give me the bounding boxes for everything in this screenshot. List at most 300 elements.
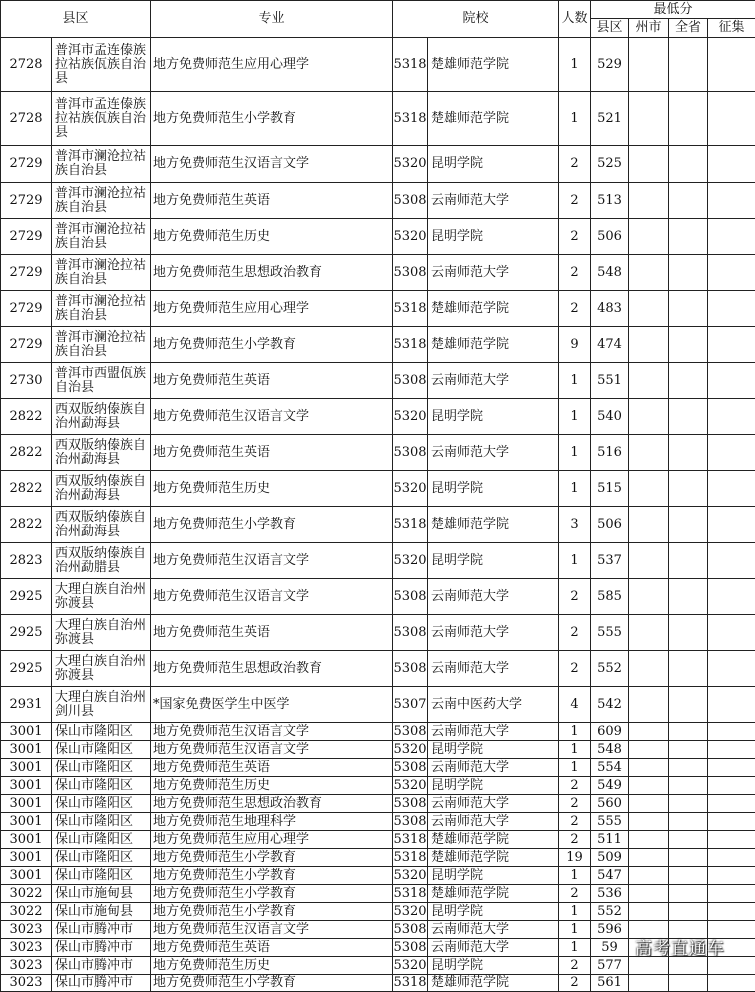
cell-empty — [629, 885, 669, 903]
cell-empty — [629, 723, 669, 741]
cell-score: 521 — [591, 92, 629, 146]
cell-major: 地方免费师范生英语 — [151, 183, 393, 219]
table-row — [1, 327, 755, 363]
cell-county: 保山市腾冲市 — [52, 921, 151, 939]
cell-score: 549 — [591, 777, 629, 795]
cell-county: 保山市隆阳区 — [52, 813, 151, 831]
cell-major: 地方免费师范生小学教育 — [151, 327, 393, 363]
cell-empty — [669, 543, 708, 579]
cell-major: 地方免费师范生思想政治教育 — [151, 795, 393, 813]
cell-score: 551 — [591, 363, 629, 399]
cell-count: 1 — [559, 543, 591, 579]
cell-score: 609 — [591, 723, 629, 741]
cell-school-code: 5308 — [393, 615, 428, 651]
cell-score: 552 — [591, 903, 629, 921]
cell-empty — [708, 741, 755, 759]
cell-major: 地方免费师范生汉语言文学 — [151, 579, 393, 615]
cell-empty — [629, 327, 669, 363]
cell-empty — [629, 975, 669, 992]
cell-count: 1 — [559, 723, 591, 741]
cell-empty — [629, 92, 669, 146]
cell-empty — [629, 363, 669, 399]
cell-school: 昆明学院 — [428, 741, 559, 759]
cell-empty — [708, 435, 755, 471]
cell-school-code: 5308 — [393, 255, 428, 291]
cell-school-code: 5308 — [393, 813, 428, 831]
cell-major: 地方免费师范生小学教育 — [151, 885, 393, 903]
cell-score: 577 — [591, 957, 629, 975]
cell-empty — [669, 687, 708, 723]
cell-county: 保山市腾冲市 — [52, 939, 151, 957]
cell-score: 548 — [591, 255, 629, 291]
cell-school: 楚雄师范学院 — [428, 975, 559, 992]
cell-county: 保山市隆阳区 — [52, 795, 151, 813]
cell-school: 楚雄师范学院 — [428, 291, 559, 327]
cell-major: 地方免费师范生历史 — [151, 219, 393, 255]
cell-county-code: 2822 — [1, 507, 52, 543]
cell-empty — [669, 363, 708, 399]
cell-empty — [669, 435, 708, 471]
cell-major: 地方免费师范生汉语言文学 — [151, 723, 393, 741]
cell-school-code: 5320 — [393, 219, 428, 255]
cell-school-code: 5307 — [393, 687, 428, 723]
cell-empty — [669, 903, 708, 921]
cell-school: 楚雄师范学院 — [428, 92, 559, 146]
cell-empty — [708, 903, 755, 921]
cell-school: 云南师范大学 — [428, 255, 559, 291]
table-row — [1, 741, 755, 759]
cell-school: 楚雄师范学院 — [428, 849, 559, 867]
table-row — [1, 579, 755, 615]
cell-count: 1 — [559, 939, 591, 957]
cell-count: 2 — [559, 183, 591, 219]
cell-county: 普洱市孟连傣族拉祜族佤族自治县 — [52, 38, 151, 92]
cell-empty — [669, 813, 708, 831]
cell-empty — [669, 38, 708, 92]
cell-empty — [629, 687, 669, 723]
cell-major: 地方免费师范生小学教育 — [151, 975, 393, 992]
cell-empty — [629, 146, 669, 183]
cell-major: 地方免费师范生汉语言文学 — [151, 543, 393, 579]
cell-empty — [708, 183, 755, 219]
cell-count: 2 — [559, 651, 591, 687]
cell-count: 19 — [559, 849, 591, 867]
cell-empty — [708, 291, 755, 327]
cell-empty — [708, 957, 755, 975]
cell-school: 云南师范大学 — [428, 813, 559, 831]
header-sub-city: 州市 — [629, 19, 669, 38]
cell-empty — [629, 183, 669, 219]
cell-county: 西双版纳傣族自治州勐海县 — [52, 507, 151, 543]
cell-school: 昆明学院 — [428, 903, 559, 921]
table-row — [1, 615, 755, 651]
cell-empty — [708, 507, 755, 543]
cell-empty — [708, 146, 755, 183]
cell-school: 昆明学院 — [428, 471, 559, 507]
cell-county-code: 3023 — [1, 921, 52, 939]
cell-school-code: 5308 — [393, 183, 428, 219]
cell-count: 1 — [559, 399, 591, 435]
cell-score: 537 — [591, 543, 629, 579]
cell-county: 西双版纳傣族自治州勐海县 — [52, 399, 151, 435]
table-row — [1, 975, 755, 992]
cell-empty — [708, 543, 755, 579]
cell-count: 2 — [559, 885, 591, 903]
cell-empty — [669, 975, 708, 992]
table-row — [1, 219, 755, 255]
cell-score: 542 — [591, 687, 629, 723]
cell-county: 大理白族自治州弥渡县 — [52, 579, 151, 615]
table-row — [1, 723, 755, 741]
cell-empty — [629, 507, 669, 543]
cell-school: 昆明学院 — [428, 399, 559, 435]
cell-school-code: 5318 — [393, 327, 428, 363]
cell-empty — [669, 183, 708, 219]
cell-count: 9 — [559, 327, 591, 363]
cell-empty — [669, 507, 708, 543]
cell-major: 地方免费师范生英语 — [151, 435, 393, 471]
table-row — [1, 795, 755, 813]
cell-score: 555 — [591, 813, 629, 831]
cell-empty — [708, 849, 755, 867]
cell-empty — [708, 471, 755, 507]
cell-county: 大理白族自治州弥渡县 — [52, 651, 151, 687]
table-row — [1, 957, 755, 975]
cell-school: 云南师范大学 — [428, 183, 559, 219]
cell-major: 地方免费师范生小学教育 — [151, 507, 393, 543]
table-row — [1, 759, 755, 777]
cell-school-code: 5308 — [393, 579, 428, 615]
cell-empty — [708, 38, 755, 92]
cell-county-code: 2729 — [1, 183, 52, 219]
cell-score: 525 — [591, 146, 629, 183]
header-county: 县区 — [1, 1, 151, 38]
cell-county-code: 2925 — [1, 651, 52, 687]
cell-county: 大理白族自治州弥渡县 — [52, 615, 151, 651]
cell-school-code: 5320 — [393, 543, 428, 579]
cell-county-code: 2729 — [1, 255, 52, 291]
cell-county-code: 2925 — [1, 579, 52, 615]
table-row — [1, 38, 755, 92]
cell-county: 保山市隆阳区 — [52, 867, 151, 885]
cell-county-code: 3001 — [1, 723, 52, 741]
cell-school-code: 5308 — [393, 939, 428, 957]
cell-empty — [708, 579, 755, 615]
cell-school: 昆明学院 — [428, 219, 559, 255]
cell-school-code: 5308 — [393, 723, 428, 741]
table-row — [1, 885, 755, 903]
cell-score: 506 — [591, 219, 629, 255]
cell-empty — [669, 759, 708, 777]
table-row — [1, 687, 755, 723]
cell-score: 596 — [591, 921, 629, 939]
cell-county-code: 3001 — [1, 759, 52, 777]
cell-score: 515 — [591, 471, 629, 507]
cell-school-code: 5308 — [393, 759, 428, 777]
cell-school: 云南师范大学 — [428, 435, 559, 471]
cell-major: 地方免费师范生汉语言文学 — [151, 146, 393, 183]
cell-score: 513 — [591, 183, 629, 219]
cell-county-code: 2729 — [1, 219, 52, 255]
cell-county-code: 2925 — [1, 615, 52, 651]
cell-school: 云南师范大学 — [428, 723, 559, 741]
table-row — [1, 651, 755, 687]
cell-county: 西双版纳傣族自治州勐腊县 — [52, 543, 151, 579]
cell-empty — [708, 795, 755, 813]
cell-county: 保山市隆阳区 — [52, 759, 151, 777]
table-row — [1, 435, 755, 471]
cell-major: 地方免费师范生小学教育 — [151, 92, 393, 146]
cell-major: 地方免费师范生应用心理学 — [151, 831, 393, 849]
cell-county: 西双版纳傣族自治州勐海县 — [52, 471, 151, 507]
cell-score: 585 — [591, 579, 629, 615]
cell-major: *国家免费医学生中医学 — [151, 687, 393, 723]
cell-school-code: 5318 — [393, 975, 428, 992]
cell-county-code: 3023 — [1, 939, 52, 957]
cell-count: 1 — [559, 435, 591, 471]
table-row — [1, 543, 755, 579]
cell-county-code: 2823 — [1, 543, 52, 579]
cell-major: 地方免费师范生汉语言文学 — [151, 399, 393, 435]
cell-count: 2 — [559, 795, 591, 813]
cell-empty — [669, 255, 708, 291]
cell-empty — [629, 291, 669, 327]
cell-major: 地方免费师范生思想政治教育 — [151, 651, 393, 687]
cell-school-code: 5308 — [393, 651, 428, 687]
cell-empty — [708, 651, 755, 687]
watermark-text: 高考直通车 — [635, 934, 725, 959]
cell-school: 昆明学院 — [428, 957, 559, 975]
cell-county: 保山市施甸县 — [52, 885, 151, 903]
cell-school: 楚雄师范学院 — [428, 327, 559, 363]
cell-score: 509 — [591, 849, 629, 867]
cell-school: 云南师范大学 — [428, 615, 559, 651]
cell-school: 云南师范大学 — [428, 759, 559, 777]
cell-school-code: 5320 — [393, 146, 428, 183]
cell-major: 地方免费师范生小学教育 — [151, 903, 393, 921]
cell-county: 普洱市澜沧拉祜族自治县 — [52, 255, 151, 291]
table-row — [1, 183, 755, 219]
cell-empty — [708, 92, 755, 146]
cell-count: 2 — [559, 975, 591, 992]
cell-county: 普洱市孟连傣族拉祜族佤族自治县 — [52, 92, 151, 146]
cell-empty — [629, 399, 669, 435]
cell-empty — [669, 741, 708, 759]
cell-score: 555 — [591, 615, 629, 651]
cell-county: 保山市隆阳区 — [52, 723, 151, 741]
cell-count: 2 — [559, 291, 591, 327]
cell-county: 保山市腾冲市 — [52, 975, 151, 992]
cell-major: 地方免费师范生小学教育 — [151, 867, 393, 885]
cell-school-code: 5318 — [393, 92, 428, 146]
cell-score: 474 — [591, 327, 629, 363]
cell-county-code: 2822 — [1, 399, 52, 435]
cell-major: 地方免费师范生历史 — [151, 471, 393, 507]
cell-county-code: 3022 — [1, 903, 52, 921]
cell-school-code: 5320 — [393, 867, 428, 885]
cell-count: 1 — [559, 38, 591, 92]
cell-empty — [669, 885, 708, 903]
cell-county: 普洱市澜沧拉祜族自治县 — [52, 219, 151, 255]
cell-score: 516 — [591, 435, 629, 471]
cell-count: 1 — [559, 921, 591, 939]
cell-empty — [669, 327, 708, 363]
cell-county: 西双版纳傣族自治州勐海县 — [52, 435, 151, 471]
cell-empty — [708, 687, 755, 723]
cell-count: 4 — [559, 687, 591, 723]
cell-empty — [708, 759, 755, 777]
cell-county-code: 2729 — [1, 146, 52, 183]
table-body — [1, 38, 755, 992]
cell-score: 540 — [591, 399, 629, 435]
cell-major: 地方免费师范生地理科学 — [151, 813, 393, 831]
cell-score: 511 — [591, 831, 629, 849]
cell-empty — [669, 867, 708, 885]
cell-major: 地方免费师范生英语 — [151, 363, 393, 399]
cell-score: 552 — [591, 651, 629, 687]
cell-count: 2 — [559, 957, 591, 975]
cell-school: 云南师范大学 — [428, 795, 559, 813]
cell-school: 楚雄师范学院 — [428, 885, 559, 903]
table-row — [1, 849, 755, 867]
cell-empty — [629, 579, 669, 615]
cell-major: 地方免费师范生应用心理学 — [151, 38, 393, 92]
table-row — [1, 146, 755, 183]
cell-county-code: 2728 — [1, 92, 52, 146]
cell-score: 483 — [591, 291, 629, 327]
cell-empty — [669, 723, 708, 741]
table-row — [1, 777, 755, 795]
cell-school: 云南师范大学 — [428, 921, 559, 939]
table-row — [1, 92, 755, 146]
cell-school-code: 5320 — [393, 741, 428, 759]
cell-count: 1 — [559, 867, 591, 885]
cell-empty — [669, 219, 708, 255]
cell-score: 560 — [591, 795, 629, 813]
cell-empty — [669, 831, 708, 849]
cell-county: 普洱市澜沧拉祜族自治县 — [52, 146, 151, 183]
cell-count: 2 — [559, 813, 591, 831]
cell-county-code: 2729 — [1, 291, 52, 327]
cell-empty — [629, 543, 669, 579]
cell-major: 地方免费师范生历史 — [151, 957, 393, 975]
cell-score: 529 — [591, 38, 629, 92]
cell-county-code: 3023 — [1, 957, 52, 975]
cell-count: 2 — [559, 255, 591, 291]
cell-empty — [629, 219, 669, 255]
cell-school: 云南师范大学 — [428, 363, 559, 399]
cell-school-code: 5320 — [393, 471, 428, 507]
cell-empty — [669, 795, 708, 813]
cell-empty — [629, 903, 669, 921]
cell-count: 1 — [559, 759, 591, 777]
table-row — [1, 363, 755, 399]
cell-score: 59 — [591, 939, 629, 957]
cell-school: 昆明学院 — [428, 777, 559, 795]
cell-empty — [669, 291, 708, 327]
cell-county-code: 2822 — [1, 435, 52, 471]
cell-school: 昆明学院 — [428, 543, 559, 579]
cell-school-code: 5318 — [393, 507, 428, 543]
cell-empty — [669, 651, 708, 687]
cell-empty — [629, 741, 669, 759]
table-row — [1, 399, 755, 435]
cell-county-code: 2931 — [1, 687, 52, 723]
cell-major: 地方免费师范生思想政治教育 — [151, 255, 393, 291]
cell-empty — [629, 831, 669, 849]
cell-major: 地方免费师范生汉语言文学 — [151, 741, 393, 759]
cell-empty — [708, 885, 755, 903]
cell-empty — [708, 831, 755, 849]
cell-school: 云南师范大学 — [428, 651, 559, 687]
cell-empty — [669, 399, 708, 435]
header-sub-county: 县区 — [591, 19, 629, 38]
cell-empty — [669, 615, 708, 651]
cell-county: 保山市施甸县 — [52, 903, 151, 921]
cell-score: 554 — [591, 759, 629, 777]
cell-count: 2 — [559, 615, 591, 651]
cell-empty — [708, 975, 755, 992]
cell-empty — [629, 471, 669, 507]
cell-major: 地方免费师范生英语 — [151, 615, 393, 651]
cell-county: 普洱市澜沧拉祜族自治县 — [52, 183, 151, 219]
cell-count: 1 — [559, 363, 591, 399]
cell-school: 昆明学院 — [428, 146, 559, 183]
cell-school: 昆明学院 — [428, 867, 559, 885]
cell-school-code: 5308 — [393, 435, 428, 471]
cell-major: 地方免费师范生英语 — [151, 939, 393, 957]
cell-count: 1 — [559, 92, 591, 146]
cell-score: 548 — [591, 741, 629, 759]
cell-school: 楚雄师范学院 — [428, 38, 559, 92]
cell-empty — [708, 363, 755, 399]
cell-empty — [629, 777, 669, 795]
cell-county: 保山市隆阳区 — [52, 831, 151, 849]
cell-county-code: 2729 — [1, 327, 52, 363]
cell-empty — [669, 146, 708, 183]
cell-empty — [629, 651, 669, 687]
cell-county-code: 3001 — [1, 741, 52, 759]
cell-empty — [629, 435, 669, 471]
cell-count: 2 — [559, 777, 591, 795]
cell-county-code: 3001 — [1, 831, 52, 849]
cell-score: 547 — [591, 867, 629, 885]
cell-county-code: 3001 — [1, 867, 52, 885]
cell-count: 2 — [559, 219, 591, 255]
cell-school-code: 5318 — [393, 291, 428, 327]
cell-count: 1 — [559, 741, 591, 759]
cell-empty — [629, 849, 669, 867]
table-row — [1, 813, 755, 831]
cell-empty — [708, 219, 755, 255]
cell-county: 普洱市澜沧拉祜族自治县 — [52, 327, 151, 363]
cell-count: 1 — [559, 471, 591, 507]
cell-empty — [669, 471, 708, 507]
cell-score: 536 — [591, 885, 629, 903]
cell-school: 云南师范大学 — [428, 939, 559, 957]
cell-school-code: 5318 — [393, 38, 428, 92]
table-row — [1, 291, 755, 327]
header-min-score: 最低分 — [591, 1, 755, 19]
cell-empty — [708, 399, 755, 435]
cell-county-code: 3022 — [1, 885, 52, 903]
cell-school-code: 5308 — [393, 921, 428, 939]
cell-county: 普洱市澜沧拉祜族自治县 — [52, 291, 151, 327]
cell-empty — [669, 849, 708, 867]
cell-county-code: 2728 — [1, 38, 52, 92]
cell-school-code: 5318 — [393, 849, 428, 867]
cell-county: 保山市隆阳区 — [52, 849, 151, 867]
